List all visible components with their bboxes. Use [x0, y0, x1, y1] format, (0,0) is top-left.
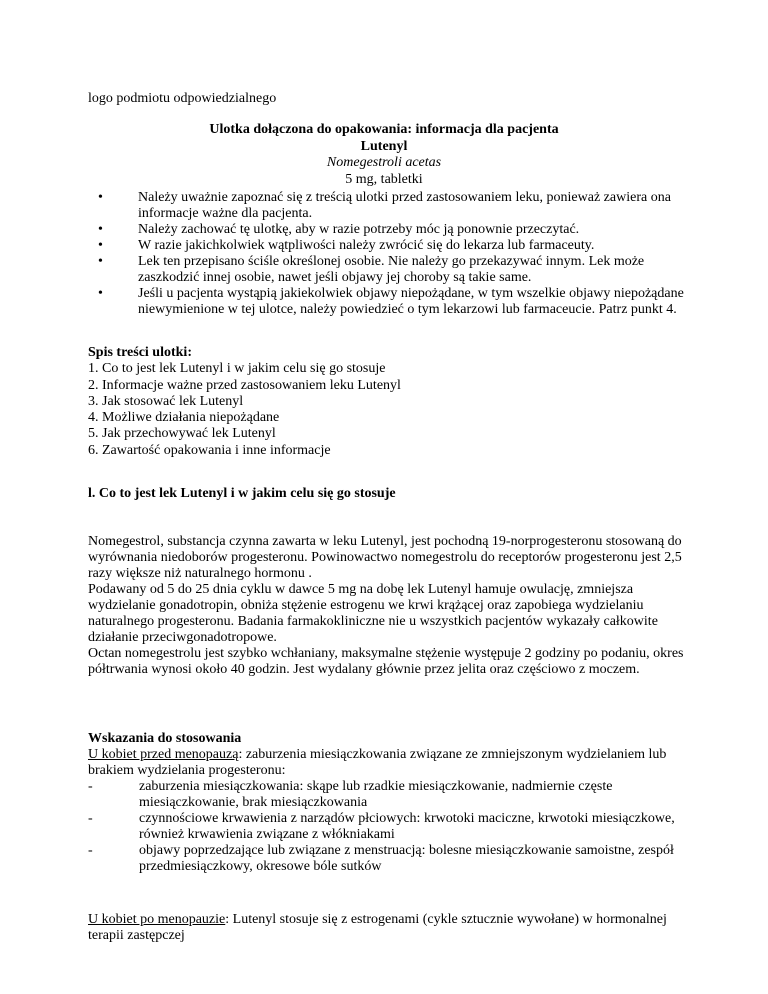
list-item: - zaburzenia miesiączkowania: skąpe lub rzadkie miesiączkowanie, nadmiernie częste miesiączkowanie, brak miesiączkowania — [88, 779, 613, 810]
toc-item: 6. Zawartość opakowania i inne informacje — [88, 442, 331, 458]
list-item: • Jeśli u pacjenta wystąpią jakiekolwiek objawy niepożądane, w tym wszelkie objawy niepożądane niewymienione w tej ulotce, należy powiedzieć o tym lekarzowi lub farmaceucie. Patrz punkt 4. — [98, 286, 684, 317]
dash-marker: - — [88, 779, 93, 794]
toc-item: 5. Jak przechowywać lek Lutenyl — [88, 426, 276, 442]
leaflet-title: Ulotka dołączona do opakowania: informacja dla pacjenta — [209, 122, 559, 137]
paragraph: Nomegestrol, substancja czynna zawarta w leku Lutenyl, jest pochodną 19-norprogesteronu stosowaną do wyrównania niedoborów progesteronu. Powinowactwo nomegestrolu do receptorów progesteronu jest 2,5 razy większe niż naturalnego hormonu . — [88, 534, 682, 581]
dose-form: 5 mg, tabletki — [345, 171, 423, 187]
logo-placeholder-text: logo podmiotu odpowiedzialnego — [88, 91, 277, 106]
warning-bullet-list — [88, 190, 688, 318]
toc-heading: Spis treści ulotki: — [88, 345, 192, 360]
leaflet-title-block — [0, 122, 768, 188]
paragraph: Octan nomegestrolu jest szybko wchłaniany, maksymalne stężenie występuje 2 godziny po podaniu, okres półtrwania wynosi około 40 godzin. Jest wydalany głównie przez jelita oraz częściowo z moczem. — [88, 646, 684, 677]
postmenopause-paragraph: U kobiet po menopauzie: Lutenyl stosuje się z estrogenami (cykle sztucznie wywołane) w hormonalnej terapii zastępczej — [88, 912, 667, 943]
indications-section — [88, 731, 688, 875]
list-item: • W razie jakichkolwiek wątpliwości należy zwrócić się do lekarza lub farmaceuty. — [98, 238, 595, 253]
list-item: • Należy uważnie zapoznać się z treścią ulotki przed zastosowaniem leku, ponieważ zawiera ona informacje ważne dla pacjenta. — [98, 190, 671, 221]
bullet-icon: • — [98, 190, 103, 205]
paragraph: Podawany od 5 do 25 dnia cyklu w dawce 5 mg na dobę lek Lutenyl hamuje owulację, zmniejsza wydzielanie gonadotropin, obniża stężenie estrogenu we krwi krążącej oraz zapobiega wydzielaniu naturalnego progesteronu. Badania farmakokliniczne nie u wszystkich pacjentów wykazały całkowite działanie przeciwgonadotropowe. — [88, 582, 658, 645]
list-item: • Należy zachować tę ulotkę, aby w razie potrzeby móc ją ponownie przeczytać. — [98, 222, 580, 237]
dash-marker: - — [88, 843, 93, 858]
indications-heading: Wskazania do stosowania — [88, 731, 242, 746]
bullet-icon: • — [98, 286, 103, 301]
premenopause-label: U kobiet przed menopauzą — [88, 747, 239, 762]
list-item: - objawy poprzedzające lub związane z menstruacją: bolesne miesiączkowanie samoistne, zespół przedmiesiączkowy, okresowe bóle sutków — [88, 843, 674, 874]
bullet-icon: • — [98, 254, 103, 269]
indications-list — [88, 779, 688, 875]
product-name: Lutenyl — [360, 138, 408, 154]
dash-marker: - — [88, 811, 93, 826]
bullet-icon: • — [98, 222, 103, 237]
section-1-heading: l. Co to jest lek Lutenyl i w jakim celu się go stosuje — [88, 486, 396, 501]
toc-item: 1. Co to jest lek Lutenyl i w jakim celu się go stosuje — [88, 361, 386, 377]
toc-item: 4. Możliwe działania niepożądane — [88, 410, 280, 426]
postmenopause-label: U kobiet po menopauzie — [88, 912, 226, 927]
table-of-contents — [88, 345, 688, 459]
toc-item: 3. Jak stosować lek Lutenyl — [88, 393, 244, 409]
bullet-icon: • — [98, 238, 103, 253]
toc-item: 2. Informacje ważne przed zastosowaniem leku Lutenyl — [88, 377, 401, 393]
section-1-body — [88, 534, 688, 678]
active-substance: Nomegestroli acetas — [326, 155, 442, 170]
list-item: • Lek ten przepisano ściśle określonej osobie. Nie należy go przekazywać innym. Lek może zaszkodzić innej osobie, nawet jeśli objawy jej choroby są takie same. — [98, 254, 645, 285]
list-item: - czynnościowe krwawienia z narządów płciowych: krwotoki maciczne, krwotoki miesiączkowe, również krwawienia związane z włókniakami — [88, 811, 675, 842]
paragraph: U kobiet przed menopauzą: zaburzenia miesiączkowania związane ze zmniejszonym wydzielaniem lub brakiem wydzielania progesteronu: — [88, 747, 667, 778]
